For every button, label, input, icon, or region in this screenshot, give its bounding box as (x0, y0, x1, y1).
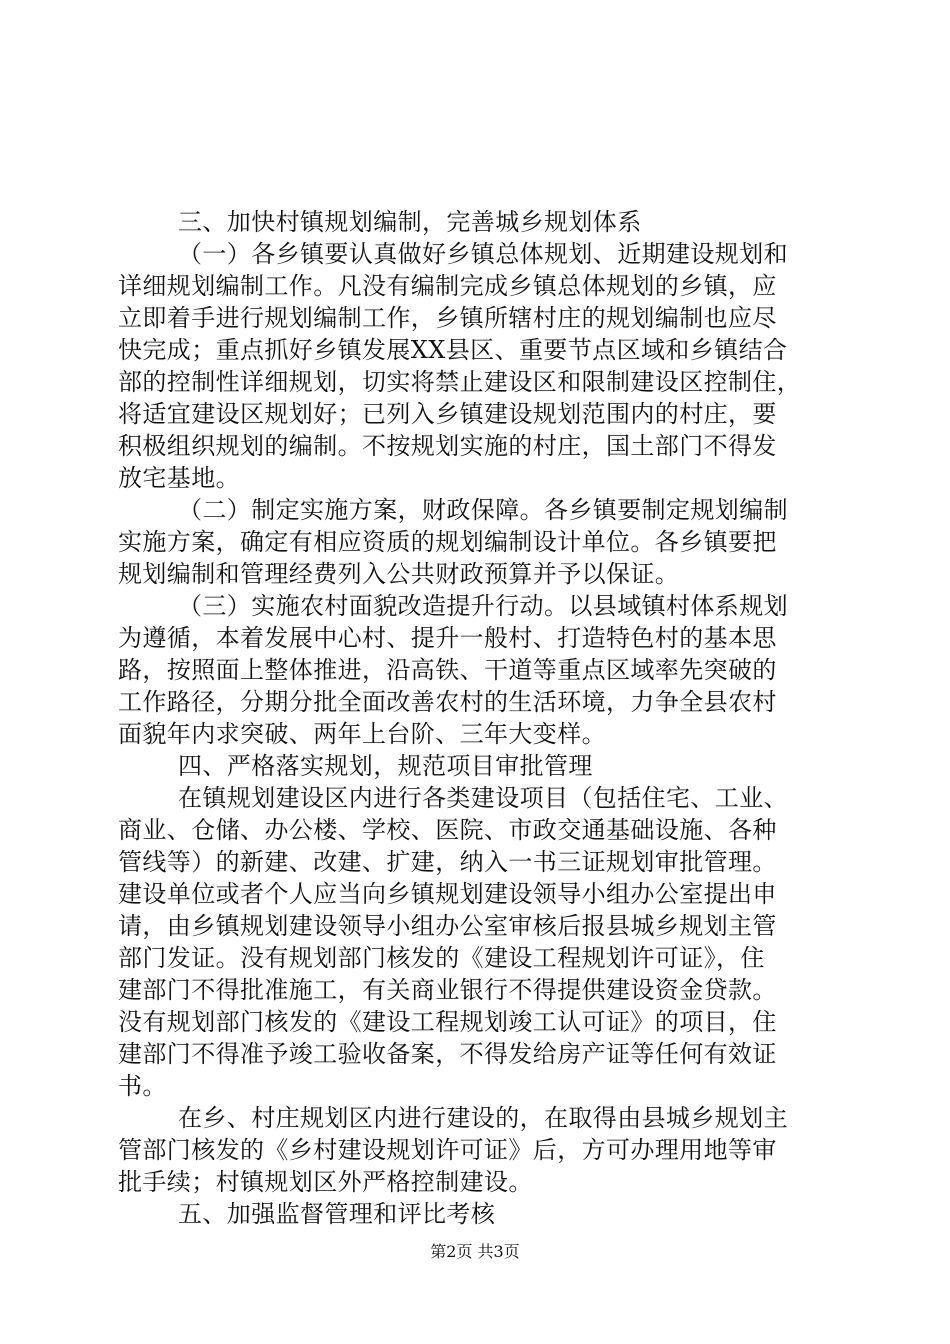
paragraph-line: （二）制定实施方案，财政保障。各乡镇要制定规划编制 (178, 496, 788, 524)
paragraph-line: 请，由乡镇规划建设领导小组办公室审核后报县城乡规划主管 (118, 912, 777, 940)
paragraph-line: 商业、仓储、办公楼、学校、医院、市政交通基础设施、各种 (118, 816, 777, 844)
paragraph-line: 工作路径，分期分批全面改善农村的生活环境，力争全县农村 (118, 688, 777, 716)
section-heading-5: 五、加强监督管理和评比考核 (178, 1200, 496, 1228)
paragraph-line: 建部门不得准予竣工验收备案，不得发给房产证等任何有效证 (118, 1040, 777, 1068)
paragraph-line: 实施方案，确定有相应资质的规划编制设计单位。各乡镇要把 (118, 528, 777, 556)
paragraph-line: 放宅基地。 (118, 464, 240, 492)
paragraph-line: 快完成；重点抓好乡镇发展XX县区、重要节点区域和乡镇结合 (118, 336, 788, 364)
paragraph-line: （一）各乡镇要认真做好乡镇总体规划、近期建设规划和 (178, 240, 788, 268)
paragraph-line: 详细规划编制工作。凡没有编制完成乡镇总体规划的乡镇，应 (118, 272, 777, 300)
paragraph-line: 在镇规划建设区内进行各类建设项目（包括住宅、工业、 (178, 784, 788, 812)
paragraph-line: 管线等）的新建、改建、扩建，纳入一书三证规划审批管理。 (118, 848, 777, 876)
paragraph-line: 部的控制性详细规划，切实将禁止建设区和限制建设区控制住， (118, 368, 802, 396)
paragraph-line: 将适宜建设区规划好；已列入乡镇建设规划范围内的村庄，要 (118, 400, 777, 428)
paragraph-line: 为遵循，本着发展中心村、提升一般村、打造特色村的基本思 (118, 624, 777, 652)
paragraph-line: 面貌年内求突破、两年上台阶、三年大变样。 (118, 720, 606, 748)
section-heading-3: 三、加快村镇规划编制，完善城乡规划体系 (178, 208, 642, 236)
paragraph-line: 规划编制和管理经费列入公共财政预算并予以保证。 (118, 560, 680, 588)
paragraph-line: （三）实施农村面貌改造提升行动。以县域镇村体系规划 (178, 592, 788, 620)
paragraph-line: 批手续；村镇规划区外严格控制建设。 (118, 1168, 533, 1196)
section-heading-4: 四、严格落实规划，规范项目审批管理 (178, 752, 593, 780)
paragraph-line: 建部门不得批准施工，有关商业银行不得提供建设资金贷款。 (118, 976, 777, 1004)
paragraph-line: 书。 (118, 1072, 167, 1100)
paragraph-line: 管部门核发的《乡村建设规划许可证》后，方可办理用地等审 (118, 1136, 777, 1164)
paragraph-line: 在乡、村庄规划区内进行建设的，在取得由县城乡规划主 (178, 1104, 788, 1132)
document-body (118, 206, 838, 1230)
paragraph-line: 没有规划部门核发的《建设工程规划竣工认可证》的项目，住 (118, 1008, 777, 1036)
paragraph-line: 积极组织规划的编制。不按规划实施的村庄，国土部门不得发 (118, 432, 777, 460)
page-footer: 第2页 共3页 (430, 1242, 520, 1261)
paragraph-line: 立即着手进行规划编制工作，乡镇所辖村庄的规划编制也应尽 (118, 304, 777, 332)
paragraph-line: 路，按照面上整体推进，沿高铁、干道等重点区域率先突破的 (118, 656, 777, 684)
paragraph-line: 建设单位或者个人应当向乡镇规划建设领导小组办公室提出申 (118, 880, 777, 908)
paragraph-line: 部门发证。没有规划部门核发的《建设工程规划许可证》，住 (118, 944, 765, 972)
